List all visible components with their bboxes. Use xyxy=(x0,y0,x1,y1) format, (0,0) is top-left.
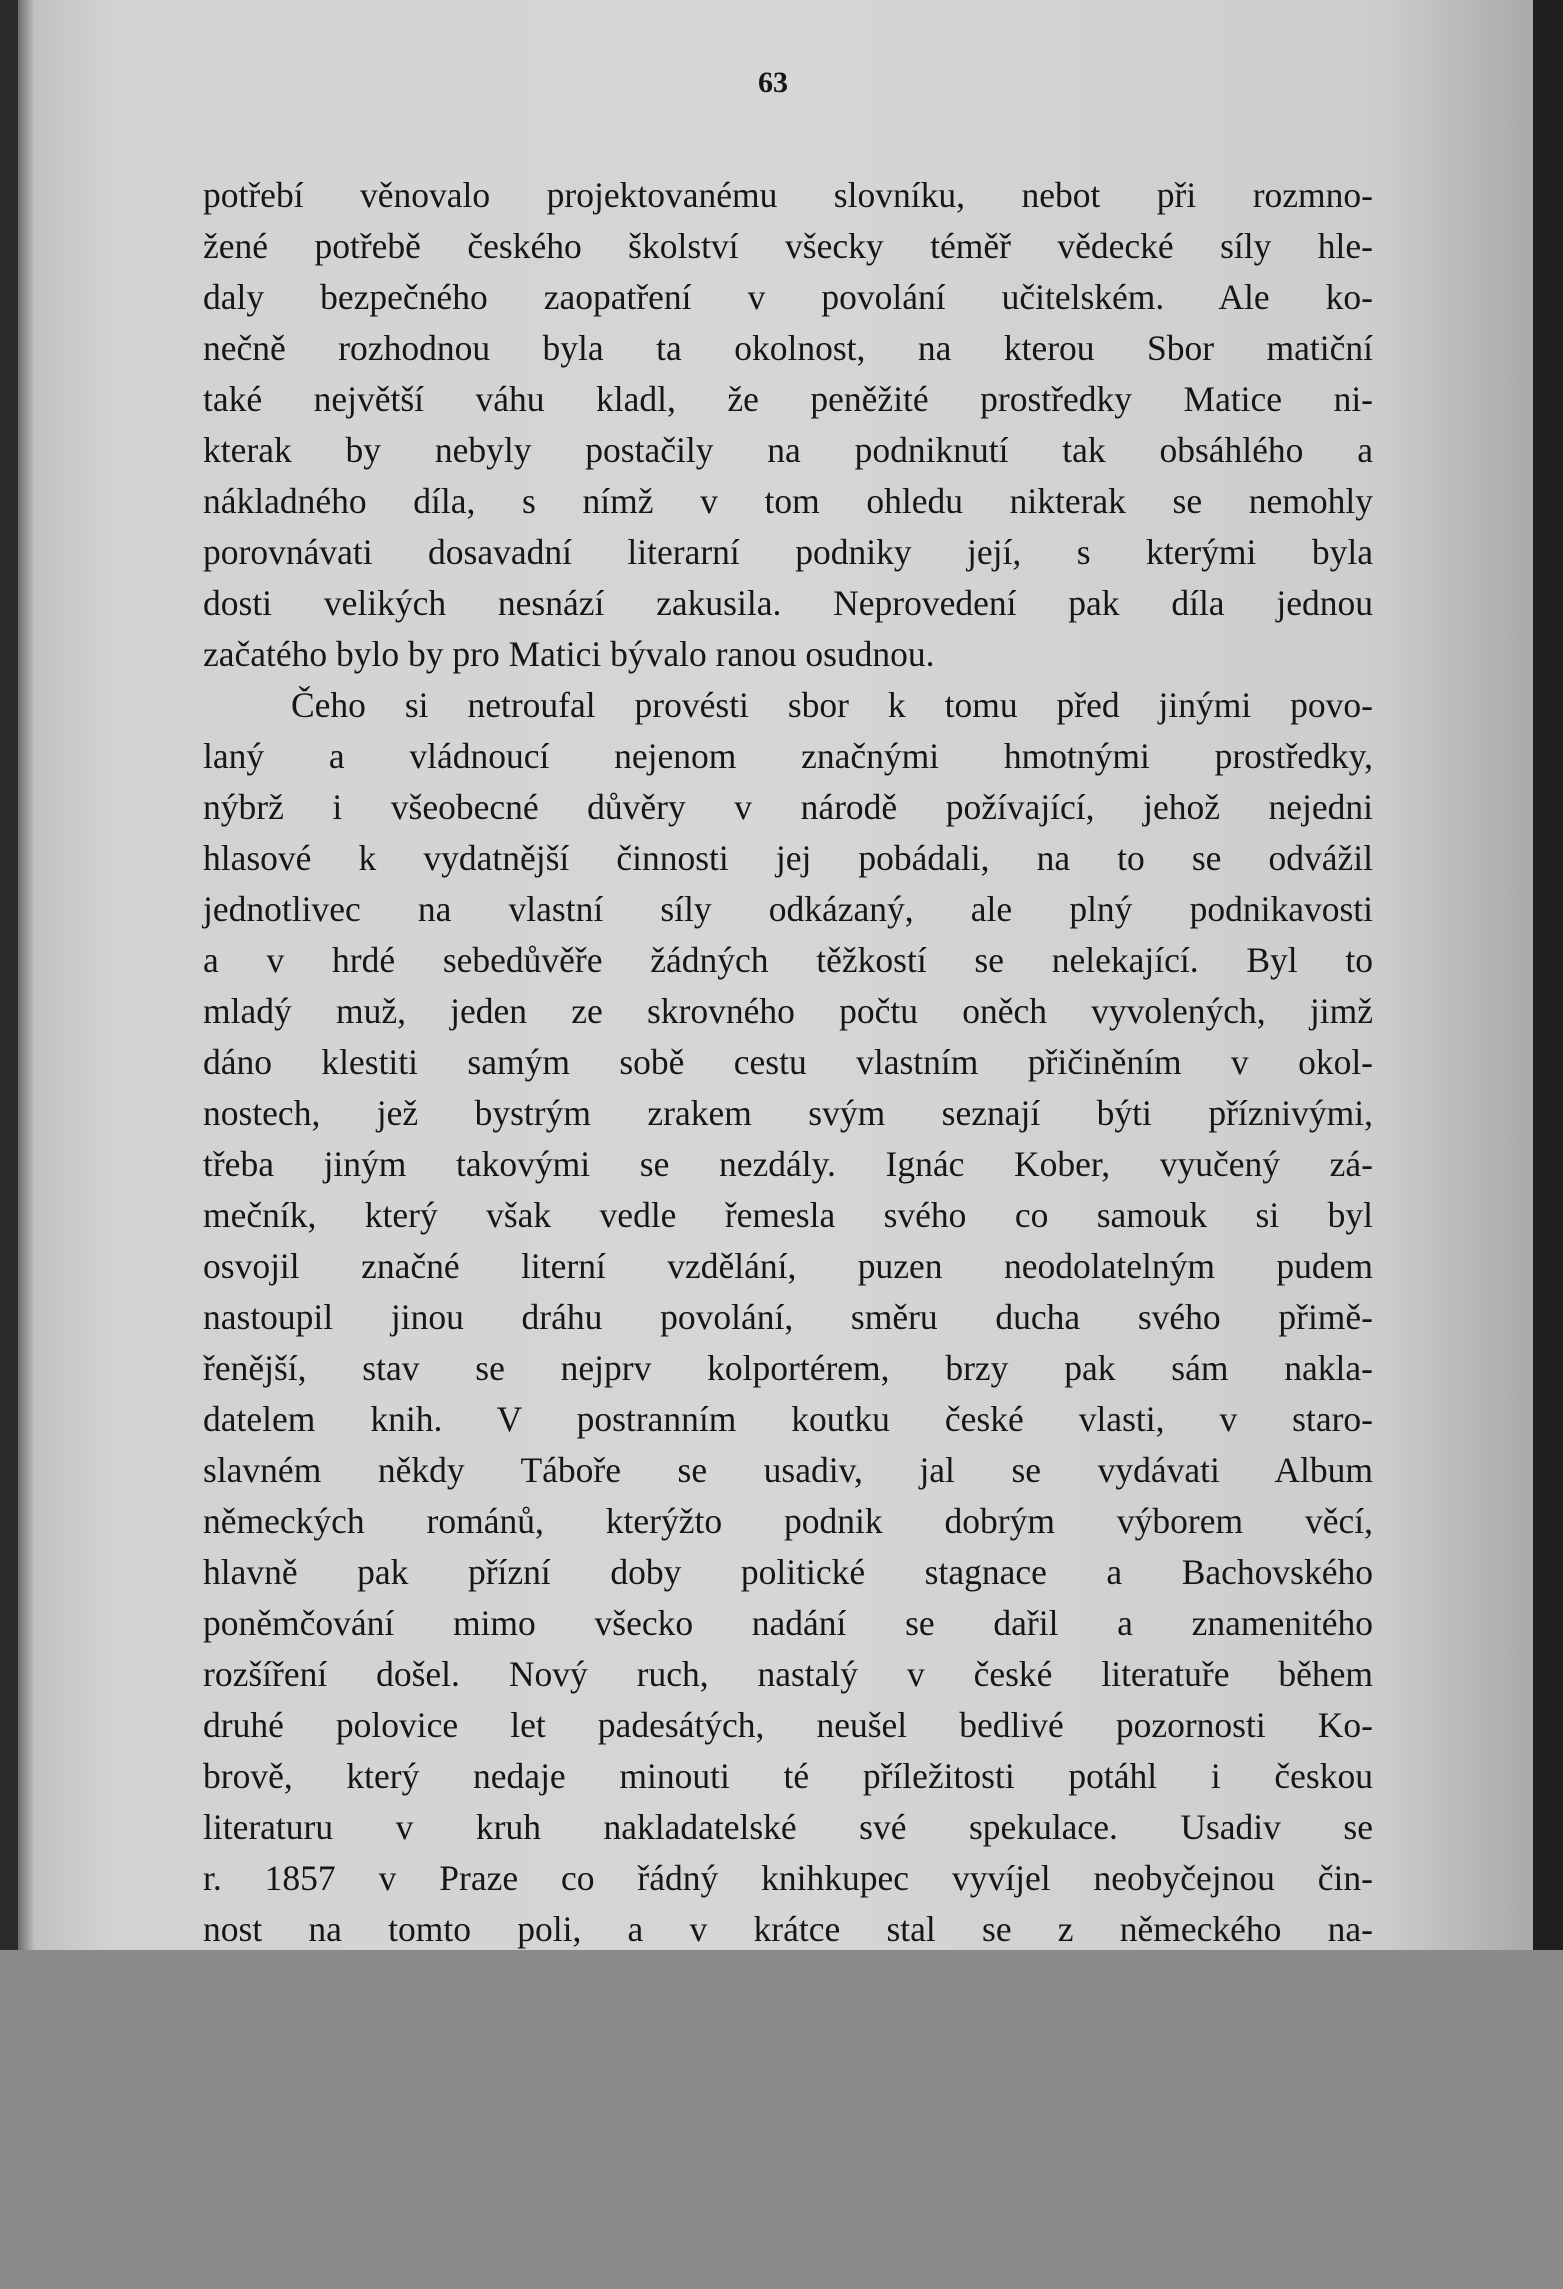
text-line: daly bezpečného zaopatření v povolání učitelském. Ale ko- xyxy=(203,277,1373,317)
text-line: laný a vládnoucí nejenom značnými hmotnými prostředky, xyxy=(203,736,1373,776)
text-line: datelem knih. V postranním koutku české vlasti, v staro- xyxy=(203,1399,1373,1439)
text-line: rozšíření došel. Nový ruch, nastalý v české literatuře během xyxy=(203,1654,1373,1694)
text-line: kterak by nebyly postačily na podniknutí tak obsáhlého a xyxy=(203,430,1373,470)
text-line: poněmčování mimo všecko nadání se dařil a znamenitého xyxy=(203,1603,1373,1643)
text-line: dosti velikých nesnází zakusila. Neprovedení pak díla jednou xyxy=(203,583,1373,623)
book-page xyxy=(18,0,1533,1950)
text-line: nost na tomto poli, a v krátce stal se z německého na- xyxy=(203,1909,1373,1949)
text-line: hlasové k vydatnější činnosti jej pobádali, na to se odvážil xyxy=(203,838,1373,878)
body-text xyxy=(203,170,1373,1950)
text-line: osvojil značné literní vzdělání, puzen neodolatelným pudem xyxy=(203,1246,1373,1286)
text-line: řenější, stav se nejprv kolportérem, brzy pak sám nakla- xyxy=(203,1348,1373,1388)
text-line: a v hrdé sebedůvěře žádných těžkostí se nelekající. Byl to xyxy=(203,940,1373,980)
text-line: nákladného díla, s nímž v tom ohledu nikterak se nemohly xyxy=(203,481,1373,521)
page-gutter-shadow xyxy=(18,0,34,1950)
text-line: literaturu v kruh nakladatelské své spekulace. Usadiv se xyxy=(203,1807,1373,1847)
page-number: 63 xyxy=(758,66,788,99)
scan-left-border xyxy=(0,0,18,1950)
text-line: Čeho si netroufal provésti sbor k tomu před jinými povo- xyxy=(291,685,1373,725)
scan-right-border xyxy=(1533,0,1563,1950)
text-line: brově, který nedaje minouti té příležitosti potáhl i českou xyxy=(203,1756,1373,1796)
text-line: nýbrž i všeobecné důvěry v národě požívající, jehož nejedni xyxy=(203,787,1373,827)
text-line: nastoupil jinou dráhu povolání, směru ducha svého přimě- xyxy=(203,1297,1373,1337)
text-line: dáno klestiti samým sobě cestu vlastním přičiněním v okol- xyxy=(203,1042,1373,1082)
viewer-background xyxy=(0,1950,1563,2289)
text-line: druhé polovice let padesátých, neušel bedlivé pozornosti Ko- xyxy=(203,1705,1373,1745)
text-line: jednotlivec na vlastní síly odkázaný, ale plný podnikavosti xyxy=(203,889,1373,929)
text-line: slavném někdy Táboře se usadiv, jal se vydávati Album xyxy=(203,1450,1373,1490)
text-line: nečně rozhodnou byla ta okolnost, na kterou Sbor matiční xyxy=(203,328,1373,368)
text-line: hlavně pak přízní doby politické stagnace a Bachovského xyxy=(203,1552,1373,1592)
text-line: mladý muž, jeden ze skrovného počtu oněch vyvolených, jimž xyxy=(203,991,1373,1031)
text-line: r. 1857 v Praze co řádný knihkupec vyvíjel neobyčejnou čin- xyxy=(203,1858,1373,1898)
text-line: třeba jiným takovými se nezdály. Ignác Kober, vyučený zá- xyxy=(203,1144,1373,1184)
text-line: také největší váhu kladl, že peněžité prostředky Matice ni- xyxy=(203,379,1373,419)
text-line: mečník, který však vedle řemesla svého co samouk si byl xyxy=(203,1195,1373,1235)
text-line: potřebí věnovalo projektovanému slovníku, nebot při rozmno- xyxy=(203,175,1373,215)
text-line: žené potřebě českého školství všecky téměř vědecké síly hle- xyxy=(203,226,1373,266)
text-line: nostech, jež bystrým zrakem svým seznají býti příznivými, xyxy=(203,1093,1373,1133)
text-line: německých románů, kterýžto podnik dobrým výborem věcí, xyxy=(203,1501,1373,1541)
text-line: začatého bylo by pro Matici bývalo ranou osudnou. xyxy=(203,634,935,674)
text-line: porovnávati dosavadní literarní podniky její, s kterými byla xyxy=(203,532,1373,572)
